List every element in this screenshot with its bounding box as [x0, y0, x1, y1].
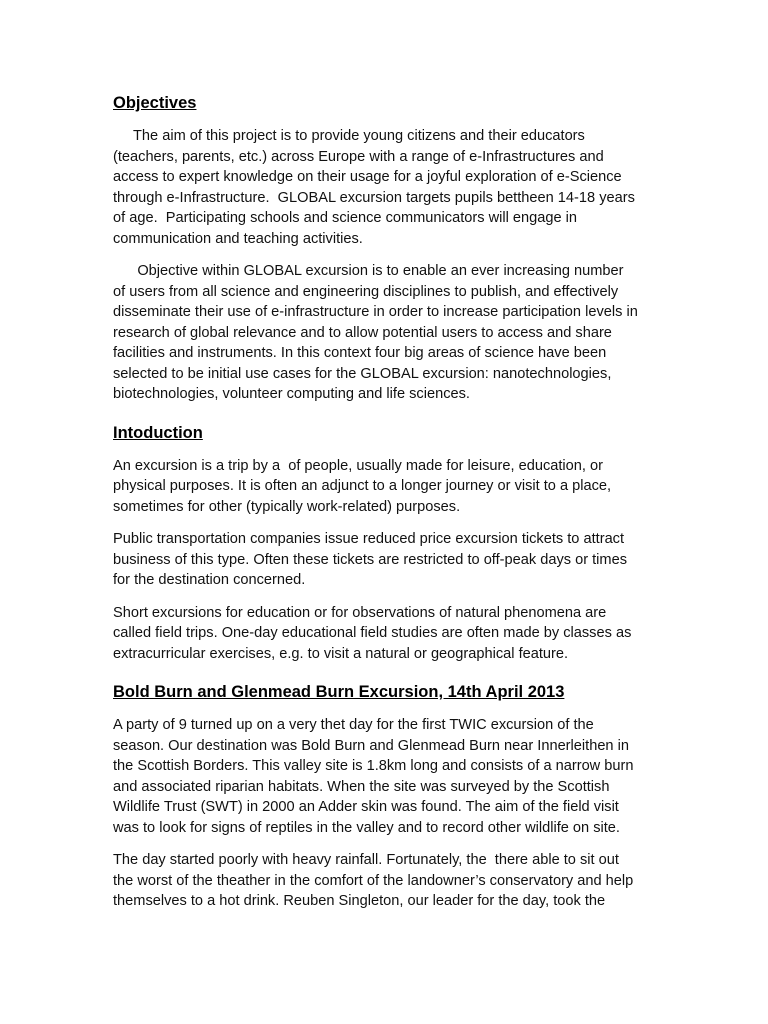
text-line: selected to be initial use cases for the GLOBAL excursion: nanotechnologies,: [113, 365, 612, 382]
section-heading: Bold Burn and Glenmead Burn Excursion, 14th April 2013: [113, 683, 565, 701]
text-line: through e-Infrastructure. GLOBAL excursion targets pupils bettheen 14-18 years: [113, 189, 635, 206]
paragraph: [113, 603, 658, 665]
section-excursion-report: [113, 681, 658, 912]
section-objectives: [113, 92, 658, 405]
text-line: sometimes for other (typically work-related) purposes.: [113, 498, 461, 515]
paragraph: [113, 261, 658, 405]
text-line: called field trips. One-day educational field studies are often made by classes as: [113, 625, 632, 641]
text-line: for the destination concerned.: [113, 572, 306, 588]
paragraph: [113, 529, 658, 591]
text-line: themselves to a hot drink. Reuben Singleton, our leader for the day, took the: [113, 893, 606, 909]
text-line: disseminate their use of e-infrastructure in order to increase participation levels in: [113, 304, 638, 320]
document-page: [113, 92, 658, 912]
text-line: (teachers, parents, etc.) across Europe with a range of e-Infrastructures and: [113, 148, 604, 165]
section-heading: Objectives: [113, 94, 197, 112]
text-line: Public transportation companies issue reduced price excursion tickets to attract: [113, 531, 625, 547]
text-line: research of global relevance and to allow potential users to access and share: [113, 324, 612, 341]
text-line: the worst of the theather in the comfort of the landowner’s conservatory and help: [113, 872, 634, 889]
text-line: facilities and instruments. In this context four big areas of science have been: [113, 345, 607, 361]
text-line: A party of 9 turned up on a very thet day for the first TWIC excursion of the: [113, 717, 594, 733]
text-line: business of this type. Often these tickets are restricted to off-peak days or times: [113, 551, 627, 568]
text-line: the Scottish Borders. This valley site is 1.8km long and consists of a narrow burn: [113, 758, 634, 774]
text-line: access to expert knowledge on their usage for a joyful exploration of e-Science: [113, 169, 622, 185]
text-line: season. Our destination was Bold Burn and Glenmead Burn near Innerleithen in: [113, 737, 629, 754]
text-line: biotechnologies, volunteer computing and life sciences.: [113, 386, 470, 402]
paragraph: [113, 715, 658, 838]
text-line: of age. Participating schools and science communicators will engage in: [113, 210, 578, 226]
paragraph: [113, 850, 658, 912]
text-line: Objective within GLOBAL excursion is to enable an ever increasing number: [113, 263, 624, 279]
section-introduction: [113, 422, 658, 665]
text-line: and associated riparian habitats. When the site was surveyed by the Scottish: [113, 778, 610, 795]
text-line: communication and teaching activities.: [113, 230, 363, 247]
section-heading: Intoduction: [113, 423, 203, 442]
text-line: extracurricular exercises, e.g. to visit a natural or geographical feature.: [113, 645, 569, 662]
text-line: The day started poorly with heavy rainfall. Fortunately, the there able to sit out: [113, 852, 619, 868]
text-line: Short excursions for education or for observations of natural phenomena are: [113, 604, 607, 621]
text-line: Wildlife Trust (SWT) in 2000 an Adder skin was found. The aim of the field visit: [113, 799, 619, 815]
text-line: The aim of this project is to provide young citizens and their educators: [113, 128, 585, 144]
paragraph: [113, 456, 658, 518]
paragraph: [113, 126, 658, 249]
text-line: was to look for signs of reptiles in the valley and to record other wildlife on site.: [113, 819, 620, 836]
text-line: physical purposes. It is often an adjunct to a longer journey or visit to a place,: [113, 478, 612, 494]
text-line: of users from all science and engineering disciplines to publish, and effectively: [113, 283, 619, 300]
text-line: An excursion is a trip by a of people, usually made for leisure, education, or: [113, 457, 603, 474]
